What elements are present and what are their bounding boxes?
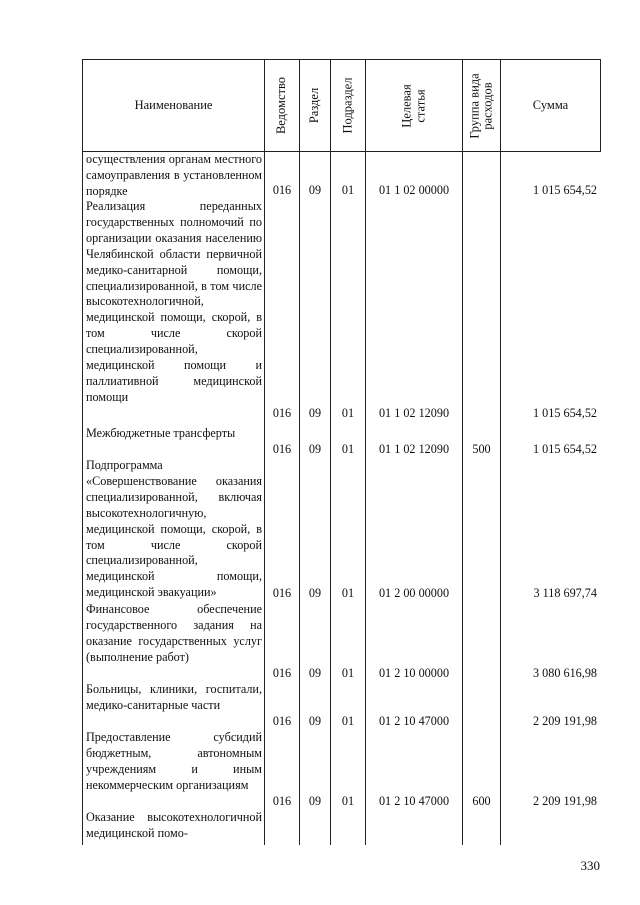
row-razdel: 09 [308, 406, 322, 420]
page-number: 330 [580, 858, 600, 873]
row-name: осуществления органам местного самоуправления в установленном порядке [86, 152, 262, 198]
row-summa: 1 015 654,52 [533, 183, 597, 197]
row-name: Межбюджетные трансферты [86, 426, 236, 440]
row-name: Оказание высокотехнологичной медицинской помо- [86, 810, 262, 840]
row-gruppa: 500 [472, 442, 491, 456]
row-podrazdel: 01 [341, 406, 355, 420]
row-summa: 2 209 191,98 [533, 714, 597, 728]
col-border [600, 59, 601, 151]
row-podrazdel: 01 [341, 666, 355, 680]
row-summa: 3 118 697,74 [533, 586, 597, 600]
row-celevaya: 01 1 02 00000 [378, 183, 450, 197]
header-name: Наименование [134, 98, 213, 112]
row-name: Финансовое обеспечение государственного задания на оказание государственных услуг (выполнение работ) [86, 602, 262, 664]
header-podrazdel: Подраздел [340, 77, 355, 134]
row-name: Реализация переданных государственных полномочий по организации оказания населению Челябинской области первичной медико-санитарной помощи, специализированной, в том числе высокотехнологичной, медицинской помощи, скорой, в том числе скорой специализированной, медицинской помощи и паллиативной медицинской помощи [86, 199, 262, 404]
row-celevaya: 01 2 10 47000 [378, 714, 450, 728]
row-vedomstvo: 016 [272, 442, 292, 456]
header-summa: Сумма [532, 98, 569, 112]
row-name: Подпрограмма «Совершенствование оказания специализированной, включая высокотехнологичную, медицинской помощи, скорой, в том числе скорой специализированной, медицинской помощи, медицинской эвакуации» [86, 458, 262, 600]
row-podrazdel: 01 [341, 442, 355, 456]
row-razdel: 09 [308, 586, 322, 600]
row-razdel: 09 [308, 714, 322, 728]
row-celevaya: 01 1 02 12090 [378, 442, 450, 456]
header-razdel: Раздел [307, 87, 322, 124]
row-celevaya: 01 2 00 00000 [378, 586, 450, 600]
row-podrazdel: 01 [341, 586, 355, 600]
row-vedomstvo: 016 [272, 794, 292, 808]
row-gruppa: 600 [472, 794, 491, 808]
row-razdel: 09 [308, 794, 322, 808]
header-celevaya-statya: Целевая статья [400, 83, 428, 128]
row-razdel: 09 [308, 183, 322, 197]
row-vedomstvo: 016 [272, 183, 292, 197]
row-summa: 1 015 654,52 [533, 442, 597, 456]
budget-table [82, 59, 601, 845]
row-vedomstvo: 016 [272, 666, 292, 680]
col-border [82, 59, 83, 845]
row-vedomstvo: 016 [272, 586, 292, 600]
row-vedomstvo: 016 [272, 406, 292, 420]
row-name: Больницы, клиники, госпитали, медико-санитарные части [86, 682, 262, 712]
row-name: Предоставление субсидий бюджетным, автономным учреждениям и иным некоммерческим организациям [86, 730, 262, 792]
row-podrazdel: 01 [341, 714, 355, 728]
row-celevaya: 01 2 10 47000 [378, 794, 450, 808]
row-podrazdel: 01 [341, 794, 355, 808]
row-podrazdel: 01 [341, 183, 355, 197]
row-razdel: 09 [308, 666, 322, 680]
header-gruppa-vida-rashodov: Группа вида расходов [467, 72, 495, 139]
row-summa: 1 015 654,52 [533, 406, 597, 420]
header-vedomstvo: Ведомство [274, 76, 289, 135]
row-celevaya: 01 2 10 00000 [378, 666, 450, 680]
row-razdel: 09 [308, 442, 322, 456]
row-celevaya: 01 1 02 12090 [378, 406, 450, 420]
row-summa: 3 080 616,98 [533, 666, 597, 680]
row-summa: 2 209 191,98 [533, 794, 597, 808]
row-vedomstvo: 016 [272, 714, 292, 728]
